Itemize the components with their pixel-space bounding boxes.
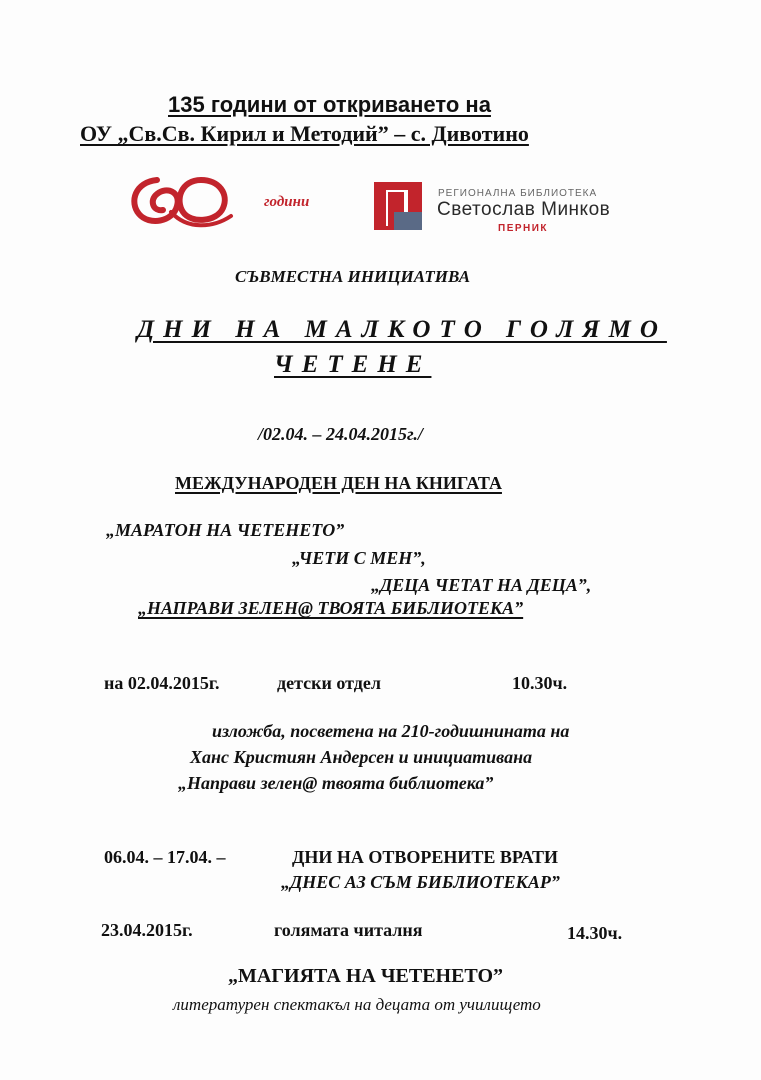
event1-desc-3: „Направи зелен@ твоята библиотека” (178, 773, 494, 793)
library-city: ПЕРНИК (498, 223, 549, 234)
main-title-line-2: ЧЕТЕНЕ (274, 351, 432, 378)
book-day-heading: МЕЖДУНАРОДЕН ДЕН НА КНИГАТА (175, 473, 502, 493)
event3-desc: литературен спектакъл на децата от училището (173, 995, 541, 1014)
library-top-text: РЕГИОНАЛНА БИБЛИОТЕКА (438, 188, 598, 199)
main-title-line-1: ДНИ НА МАЛКОТО ГОЛЯМО (137, 316, 667, 343)
event2-subtitle: „ДНЕС АЗ СЪМ БИБЛИОТЕКАР” (281, 872, 560, 892)
event3-time: 14.30ч. (567, 923, 623, 943)
event1-desc-1: изложба, посветена на 210-годишнината на (212, 721, 570, 741)
event3-title: „МАГИЯТА НА ЧЕТЕНЕТО” (228, 965, 504, 987)
event2-dates: 06.04. – 17.04. – (104, 847, 226, 867)
campaign-1: „МАРАТОН НА ЧЕТЕНЕТО” (106, 520, 345, 540)
event3-place: голямата читалня (274, 920, 423, 940)
initiative-label: СЪВМЕСТНА ИНИЦИАТИВА (235, 267, 471, 286)
event1-date: на 02.04.2015г. (104, 673, 220, 693)
header-line-2: ОУ „Св.Св. Кирил и Методий” – с. Дивотино (80, 121, 529, 146)
library-name: Светослав Минков (437, 199, 611, 220)
event1-place: детски отдел (277, 673, 381, 693)
header-line-1-text: 135 години от откриването на (168, 92, 491, 117)
event1-time: 10.30ч. (512, 673, 568, 693)
campaign-2: „ЧЕТИ С МЕН”, (292, 548, 426, 568)
event3-date: 23.04.2015г. (101, 920, 193, 940)
initiative-dates: /02.04. – 24.04.2015г./ (258, 424, 423, 444)
event1-desc-2: Ханс Кристиян Андерсен и инициативана (190, 747, 533, 767)
campaign-3: „ДЕЦА ЧЕТАТ НА ДЕЦА”, (371, 575, 592, 595)
header-line-1 (168, 92, 491, 118)
event2-title: ДНИ НА ОТВОРЕНИТЕ ВРАТИ (292, 847, 559, 867)
sixty-years-logo-icon (127, 172, 235, 230)
library-logo-icon (374, 182, 422, 230)
campaign-4: „НАПРАВИ ЗЕЛЕН@ ТВОЯТА БИБЛИОТЕКА” (138, 598, 524, 618)
years-label: години (264, 194, 310, 210)
